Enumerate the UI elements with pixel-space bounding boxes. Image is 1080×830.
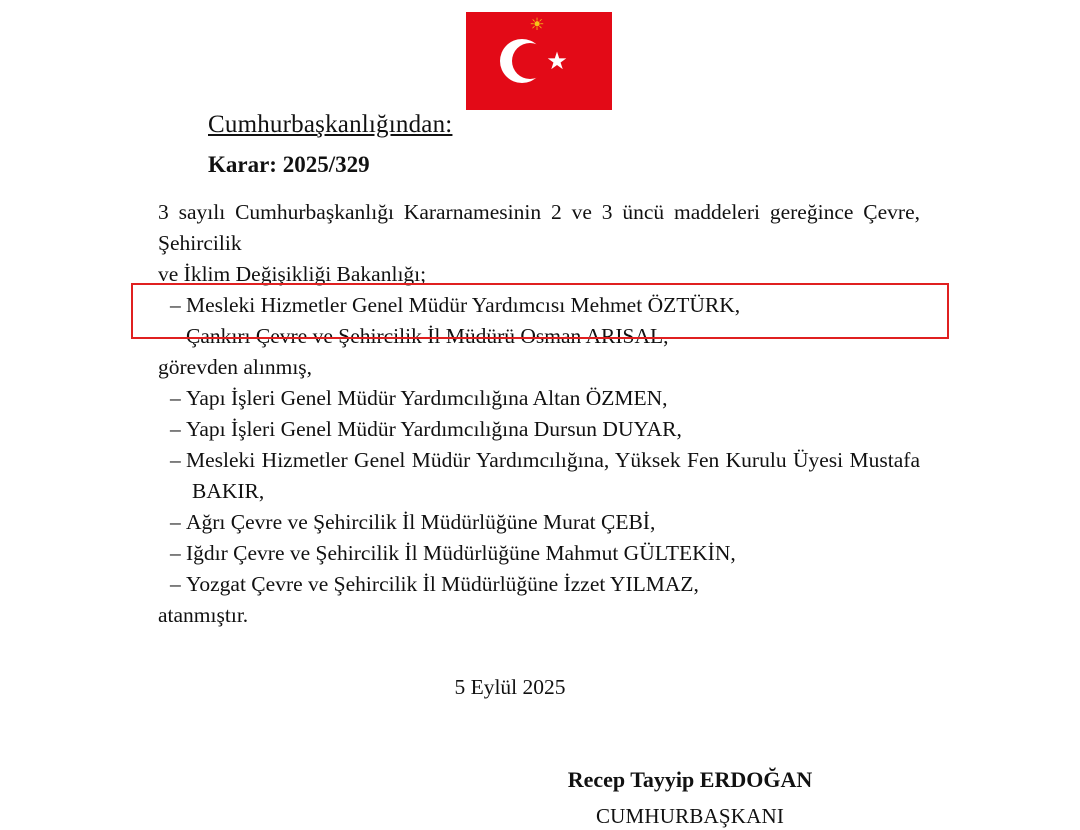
list-item-label: Ağrı Çevre ve Şehircilik İl Müdürlüğüne Murat ÇEBİ, (186, 510, 656, 534)
highlighted-line-1: Mesleki Hizmetler Genel Müdür Yardımcılığına, Yüksek Fen Kurulu Üyesi Mustafa (186, 448, 920, 472)
list-item-label: Yapı İşleri Genel Müdür Yardımcılığına Dursun DUYAR, (186, 417, 682, 441)
highlighted-line-2: BAKIR, (192, 479, 265, 503)
highlighted-list-item (158, 445, 920, 507)
dash-marker: – (170, 386, 181, 410)
crescent-cutout (512, 43, 548, 79)
signature-title: CUMHURBAŞKANI (595, 804, 785, 828)
intro-line-2: ve İklim Değişikliği Bakanlığı; (158, 262, 427, 286)
dash-marker: – (170, 293, 181, 317)
list-item-label: Mesleki Hizmetler Genel Müdür Yardımcısı Mehmet ÖZTÜRK, (186, 293, 741, 317)
decision-number: Karar: 2025/329 (208, 152, 370, 177)
dash-marker: – (170, 572, 181, 596)
decision-text (158, 197, 920, 631)
list-item-label: Yapı İşleri Genel Müdür Yardımcılığına Altan ÖZMEN, (186, 386, 668, 410)
dismissed-closing: görevden alınmış, (158, 355, 313, 379)
sun-icon: ☀ (529, 15, 545, 34)
signature-block (0, 766, 1080, 830)
list-item (158, 507, 920, 538)
list-item-label: Yozgat Çevre ve Şehircilik İl Müdürlüğüne İzzet YILMAZ, (186, 572, 699, 596)
list-item (158, 538, 920, 569)
signature-name-text: Recep Tayyip ERDOĞAN (567, 767, 813, 792)
appointed-closing: atanmıştır. (158, 603, 249, 627)
dash-marker: – (170, 510, 181, 534)
page-title: Cumhurbaşkanlığından: (208, 111, 453, 138)
dash-marker: – (170, 324, 181, 348)
flag-field (466, 12, 612, 110)
dash-marker: – (170, 417, 181, 441)
dash-marker: – (170, 541, 181, 565)
list-item (158, 569, 920, 600)
list-item (158, 414, 920, 445)
list-item-label: Çankırı Çevre ve Şehircilik İl Müdürü Osman ARISAL, (186, 324, 669, 348)
document-body (0, 110, 1080, 830)
dash-marker: – (170, 448, 181, 472)
decision-date: 5 Eylül 2025 (454, 675, 566, 699)
turkish-flag (466, 12, 612, 110)
list-item (158, 290, 920, 321)
list-item-label: Iğdır Çevre ve Şehircilik İl Müdürlüğüne Mahmut GÜLTEKİN, (186, 541, 736, 565)
signature-name (300, 766, 1080, 794)
intro-line-1: 3 sayılı Cumhurbaşkanlığı Kararnamesinin 2 ve 3 üncü maddeleri gereğince Çevre, Şehircilik (158, 200, 920, 255)
list-item (158, 321, 920, 352)
star-icon: ★ (546, 49, 568, 75)
list-item (158, 383, 920, 414)
